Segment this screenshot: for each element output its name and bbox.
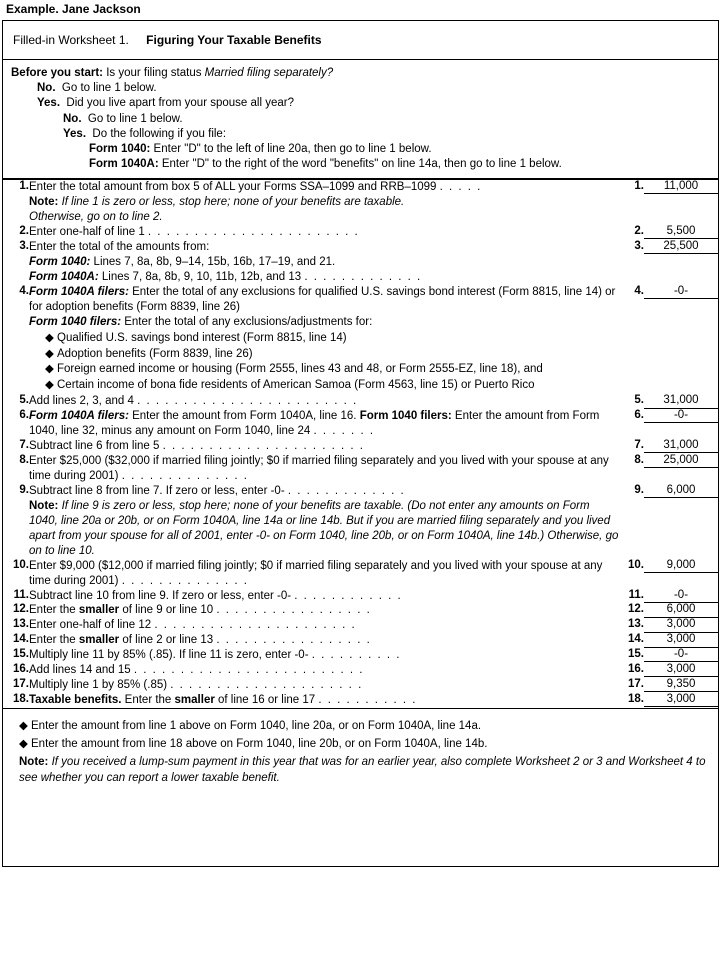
amount-cell[interactable]: [644, 225, 718, 240]
leader-dots: . . . . . . . . . . .: [318, 694, 417, 707]
bottom-spacer: [3, 796, 718, 866]
table-row: [3, 678, 718, 693]
bullet-icon: ◆: [45, 363, 54, 376]
bullet-icon: ◆: [45, 347, 54, 360]
line-body: [29, 648, 620, 663]
leader-dots: . . . . .: [439, 181, 482, 194]
line-body: [29, 240, 620, 285]
form-1040a-lines: Lines 7, 8a, 8b, 9, 10, 11b, 12b, and 13: [98, 270, 302, 283]
amount-cell[interactable]: [644, 633, 718, 648]
amount-cell[interactable]: [644, 618, 718, 633]
table-row: [3, 663, 718, 678]
list-item: [19, 737, 708, 753]
line-body: [29, 439, 620, 454]
leader-dots: . . . . . . . . . .: [311, 649, 401, 662]
list-item: [45, 362, 620, 377]
amount-value: -0-: [644, 409, 718, 423]
line-1-note-extra: Otherwise, go on to line 2.: [29, 211, 163, 224]
line-18-text-pre: Enter the: [121, 694, 175, 707]
amount-value: 3,000: [644, 663, 718, 677]
leader-dots: . . . . . . . . . . . . . .: [121, 574, 249, 587]
line-4-bullets: [45, 331, 620, 394]
table-row: [3, 439, 718, 454]
bys-yes-1: Yes.: [37, 97, 61, 110]
note-label: Note:: [29, 499, 59, 512]
form-1040a-label: Form 1040A:: [29, 270, 99, 283]
form-1040-filers-label: Form 1040 filers:: [29, 315, 122, 328]
table-row: [3, 484, 718, 559]
line-6-text-1: Enter the amount from Form 1040A, line 16.: [128, 410, 360, 423]
amount-cell[interactable]: [644, 603, 718, 618]
amount-value: 11,000: [644, 180, 718, 194]
line-body: [29, 603, 620, 618]
line-number-right: 8.: [634, 454, 644, 467]
line-11-text: Subtract line 10 from line 9. If zero or less, enter -0-: [29, 589, 292, 602]
line-body: [29, 285, 620, 395]
amount-value: -0-: [644, 589, 718, 603]
line-number: 1.: [19, 180, 29, 193]
leader-dots: . . . . . . . . . . . .: [294, 589, 403, 602]
bys-yes-1-text: Did you live apart from your spouse all year?: [66, 97, 294, 110]
line-body: [29, 180, 620, 225]
line-number-right: 10.: [628, 558, 644, 571]
line-number: 13.: [13, 618, 29, 631]
table-row: [3, 240, 718, 285]
table-row: [3, 589, 718, 604]
amount-cell[interactable]: [644, 180, 718, 225]
bullet-text: Adoption benefits (Form 8839, line 26): [57, 347, 253, 360]
line-number-right: 1.: [634, 180, 644, 193]
line-body: [29, 454, 620, 484]
amount-value: 25,000: [644, 454, 718, 468]
line-2-text: Enter one-half of line 1: [29, 226, 145, 239]
line-number-right: 5.: [634, 394, 644, 407]
leader-dots: . . . . . . . . . . . . . . . . .: [216, 634, 372, 647]
line-8-text: Enter $25,000 ($32,000 if married filing jointly; $0 if married filing separately and you lived with your spouse at any time during 2001): [29, 455, 609, 483]
line-1-text: Enter the total amount from box 5 of ALL your Forms SSA–1099 and RRB–1099: [29, 181, 437, 194]
amount-cell[interactable]: [644, 589, 718, 604]
table-row: [3, 603, 718, 618]
bullet-icon: ◆: [45, 379, 54, 392]
form-1040-label: Form 1040:: [29, 255, 91, 268]
form-1040-filers-label: Form 1040 filers:: [359, 410, 452, 423]
list-item: [45, 378, 620, 393]
amount-cell[interactable]: [644, 240, 718, 285]
line-4-sub-text: Enter the total of any exclusions/adjustments for:: [121, 315, 373, 328]
worksheet-title: Figuring Your Taxable Benefits: [146, 33, 322, 47]
line-body: [29, 589, 620, 604]
bys-line-5: [89, 142, 710, 157]
list-item: [19, 719, 708, 735]
line-9-text: Subtract line 8 from line 7. If zero or less, enter -0-: [29, 484, 285, 497]
line-number: 6.: [19, 409, 29, 422]
table-row: [3, 618, 718, 633]
line-number: 15.: [13, 648, 29, 661]
table-row: [3, 454, 718, 484]
line-body: [29, 225, 620, 240]
footer-bullet-2: Enter the amount from line 18 above on Form 1040, line 20b, or on Form 1040A, line 14b.: [31, 737, 488, 750]
line-17-text: Multiply line 1 by 85% (.85): [29, 679, 168, 692]
line-12-smaller: smaller: [78, 604, 120, 617]
line-3-sub-1: [29, 255, 620, 270]
line-body: [29, 663, 620, 678]
worksheet-label: Filled-in Worksheet 1.: [13, 33, 129, 47]
table-row: [3, 693, 718, 708]
line-number: 16.: [13, 663, 29, 676]
bys-line-4: [63, 127, 710, 142]
bys-no-2-text: Go to line 1 below.: [87, 112, 183, 125]
line-14-text-pre: Enter the: [29, 634, 79, 647]
line-number-right: 9.: [634, 483, 644, 496]
line-body: [29, 678, 620, 693]
line-number: 9.: [19, 483, 29, 496]
amount-cell[interactable]: [644, 394, 718, 409]
amount-cell[interactable]: [644, 439, 718, 454]
before-you-start-box: [3, 60, 718, 180]
amount-cell[interactable]: [644, 678, 718, 693]
bys-form-1040a-text: Enter "D" to the right of the word "benefits" on line 14a, then go to line 1 below.: [158, 158, 562, 171]
footer-bullet-1: Enter the amount from line 1 above on Form 1040, line 20a, or on Form 1040A, line 14a.: [31, 720, 482, 733]
line-number: 18.: [13, 693, 29, 706]
note-text: If line 1 is zero or less, stop here; none of your benefits are taxable.: [61, 196, 405, 209]
bullet-text: Foreign earned income or housing (Form 2555, lines 43 and 48, or Form 2555-EZ, line 18), and: [57, 363, 543, 376]
amount-value: 3,000: [644, 618, 718, 632]
line-number: 8.: [19, 454, 29, 467]
form-1040a-filers-label: Form 1040A filers:: [29, 410, 129, 423]
line-18-smaller: smaller: [174, 694, 215, 707]
bys-no-1: No.: [37, 82, 56, 95]
leader-dots: . . . . . . . . . . . . . .: [121, 470, 249, 483]
footer-instructions: [3, 709, 718, 796]
line-9-note: [29, 499, 620, 559]
amount-cell[interactable]: [644, 663, 718, 678]
line-number-right: 17.: [628, 678, 644, 691]
line-number-right: 15.: [628, 648, 644, 661]
amount-value: 9,000: [644, 559, 718, 573]
worksheet-lines-table: [3, 180, 718, 708]
line-body: [29, 618, 620, 633]
line-number-right: 2.: [634, 225, 644, 238]
line-number: 10.: [13, 558, 29, 571]
line-3-sub-2: [29, 270, 620, 285]
bys-form-1040-label: Form 1040:: [89, 142, 151, 155]
line-number: 3.: [19, 239, 29, 252]
leader-dots: . . . . . . . . . . . . . . . . . . . . . . . . .: [133, 664, 364, 677]
line-body: [29, 559, 620, 589]
line-number: 14.: [13, 633, 29, 646]
line-16-text: Add lines 14 and 15: [29, 664, 131, 677]
note-text: If line 9 is zero or less, stop here; none of your benefits are taxable. (Do not enter any amounts on Form 1040, line 20a or 20b, or on Form 1040A, line 14a or line 14b. But if you are married filing separately and you lived apart from your spouse for all of 2001, enter -0- on Form 1040, line 20b, or on Form 1040A, line 14b.) Otherwise, go on to line 10.: [29, 499, 619, 557]
bys-no-2: No.: [63, 112, 82, 125]
footer-note: [19, 755, 708, 786]
bys-line-1: [37, 81, 710, 96]
amount-value: 25,500: [644, 240, 718, 254]
line-number-right: 7.: [634, 439, 644, 452]
taxable-benefits-label: Taxable benefits.: [29, 694, 122, 707]
table-row: [3, 648, 718, 663]
before-you-start-question-italic: Married filing separately?: [204, 67, 334, 79]
before-you-start-label: Before you start:: [11, 67, 104, 79]
amount-cell[interactable]: [644, 409, 718, 439]
amount-cell[interactable]: [644, 484, 718, 559]
page-title: Example. Jane Jackson: [6, 2, 141, 16]
line-1-note: [29, 195, 620, 210]
line-body: [29, 394, 620, 409]
line-number: 12.: [13, 603, 29, 616]
leader-dots: . . . . . . . . . . . . . . . . .: [216, 604, 372, 617]
bullet-icon: ◆: [19, 737, 28, 750]
table-row: [3, 409, 718, 439]
leader-dots: . . . . . . .: [313, 425, 375, 438]
line-number: 7.: [19, 439, 29, 452]
line-3-text: Enter the total of the amounts from:: [29, 240, 210, 253]
line-number: 5.: [19, 394, 29, 407]
amount-cell[interactable]: [644, 285, 718, 395]
form-1040-lines: Lines 7, 8a, 8b, 9–14, 15b, 16b, 17–19, and 21.: [90, 255, 336, 268]
line-number-right: 4.: [634, 284, 644, 297]
line-4-lead-text: Enter the total of any exclusions for qualified U.S. savings bond interest (Form 8815, line 14) or for adoption benefits (Form 8839, line 26): [29, 285, 616, 313]
amount-value: 3,000: [644, 633, 718, 647]
bys-line-2: [37, 96, 710, 111]
before-you-start-lead: [11, 66, 710, 81]
line-6-text-2: Enter the amount from Form 1040, line 32, minus any amount on Form 1040, line 24: [29, 410, 600, 438]
bys-form-1040a-label: Form 1040A:: [89, 158, 159, 171]
line-number: 4.: [19, 284, 29, 297]
line-number-right: 13.: [628, 618, 644, 631]
line-number: 2.: [19, 225, 29, 238]
line-number-right: 6.: [634, 409, 644, 422]
line-number: 11.: [13, 588, 29, 601]
line-14-text-post: of line 2 or line 13: [119, 634, 214, 647]
leader-dots: . . . . . . . . . . . . . . . . . . . . . .: [162, 440, 365, 453]
amount-value: 5,500: [644, 225, 718, 239]
note-label: Note:: [19, 756, 49, 769]
amount-cell[interactable]: [644, 693, 718, 708]
line-number: 17.: [13, 678, 29, 691]
leader-dots: . . . . . . . . . . . . . . . . . . . . . . . .: [137, 395, 358, 408]
leader-dots: . . . . . . . . . . . . .: [304, 270, 422, 283]
bullet-text: Certain income of bona fide residents of American Samoa (Form 4563, line 15) or Puerto Rico: [57, 379, 535, 392]
line-14-smaller: smaller: [78, 634, 120, 647]
leader-dots: . . . . . . . . . . . . . . . . . . . . . . .: [147, 226, 360, 239]
list-item: [45, 347, 620, 362]
amount-value: 31,000: [644, 439, 718, 453]
line-15-text: Multiply line 11 by 85% (.85). If line 11 is zero, enter -0-: [29, 649, 309, 662]
line-number-right: 14.: [628, 633, 644, 646]
line-18-text-post: of line 16 or line 17: [214, 694, 316, 707]
amount-value: 9,350: [644, 678, 718, 692]
table-row: [3, 225, 718, 240]
note-label: Note:: [29, 196, 59, 209]
line-13-text: Enter one-half of line 12: [29, 619, 152, 632]
bullet-icon: ◆: [19, 720, 28, 733]
table-row: [3, 285, 718, 395]
form-1040a-filers-label: Form 1040A filers:: [29, 285, 129, 298]
line-body: [29, 693, 620, 708]
amount-value: -0-: [644, 285, 718, 299]
amount-cell[interactable]: [644, 559, 718, 589]
leader-dots: . . . . . . . . . . . . .: [287, 484, 406, 497]
bullet-icon: ◆: [45, 331, 54, 344]
leader-dots: . . . . . . . . . . . . . . . . . . . . . .: [154, 619, 357, 632]
table-row: [3, 559, 718, 589]
line-number-right: 12.: [628, 603, 644, 616]
line-5-text: Add lines 2, 3, and 4: [29, 395, 134, 408]
bys-line-6: [89, 157, 710, 172]
bys-no-1-text: Go to line 1 below.: [61, 82, 157, 95]
bys-form-1040-text: Enter "D" to the left of line 20a, then go to line 1 below.: [150, 142, 432, 155]
bys-yes-2: Yes.: [63, 127, 87, 140]
line-number-right: 16.: [628, 663, 644, 676]
line-number-right: 3.: [634, 239, 644, 252]
bys-line-3: [63, 112, 710, 127]
worksheet-frame: [2, 20, 719, 867]
worksheet-header: [3, 21, 718, 60]
amount-value: 3,000: [644, 693, 718, 707]
line-number-right: 18.: [628, 693, 644, 706]
line-number-right: 11.: [628, 588, 644, 601]
table-row: [3, 633, 718, 648]
amount-value: 6,000: [644, 603, 718, 617]
line-4-lead: [29, 285, 620, 315]
leader-dots: . . . . . . . . . . . . . . . . . . . . .: [170, 679, 363, 692]
line-12-text-pre: Enter the: [29, 604, 79, 617]
list-item: [45, 331, 620, 346]
bys-yes-2-text: Do the following if you file:: [92, 127, 227, 140]
before-you-start-question-text: Is your filing status: [103, 67, 205, 79]
amount-value: 6,000: [644, 484, 718, 498]
amount-value: -0-: [644, 648, 718, 662]
table-row: [3, 180, 718, 225]
line-7-text: Subtract line 6 from line 5: [29, 440, 160, 453]
bullet-text: Qualified U.S. savings bond interest (Form 8815, line 14): [57, 331, 347, 344]
worksheet-lines: [3, 180, 718, 709]
amount-value: 31,000: [644, 394, 718, 408]
line-12-text-post: of line 9 or line 10: [119, 604, 214, 617]
line-body: [29, 484, 620, 559]
note-text: If you received a lump-sum payment in this year that was for an earlier year, also complete Worksheet 2 or 3 and Worksheet 4 to see whether you can report a lower taxable benefit.: [19, 756, 706, 784]
line-body: [29, 409, 620, 439]
amount-cell[interactable]: [644, 648, 718, 663]
amount-cell[interactable]: [644, 454, 718, 484]
line-4-sub: [29, 315, 620, 330]
table-row: [3, 394, 718, 409]
line-body: [29, 633, 620, 648]
line-10-text: Enter $9,000 ($12,000 if married filing jointly; $0 if married filing separately and you lived with your spouse at any time during 2001): [29, 559, 603, 587]
